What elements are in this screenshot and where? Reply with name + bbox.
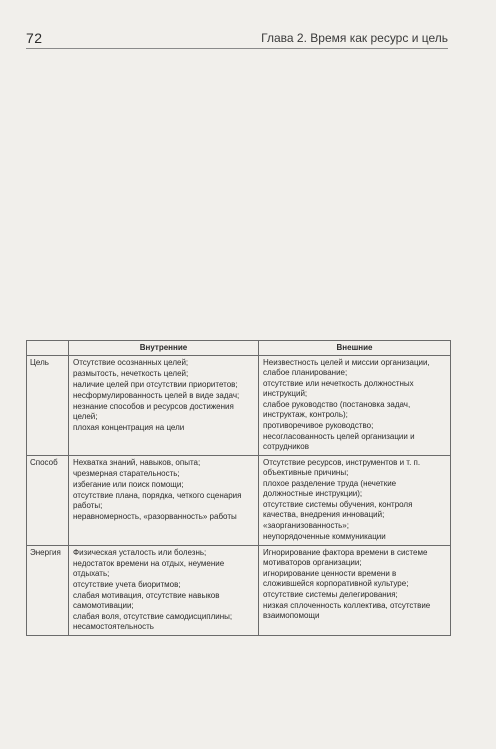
list-item: Нехватка знаний, навыков, опыта; bbox=[73, 458, 201, 467]
list-item: отсутствие системы обучения, контроля качества, внедрения инноваций; bbox=[263, 500, 413, 519]
list-item: игнорирование ценности времени в сложившейся корпоративной культуре; bbox=[263, 569, 409, 588]
list-item: Отсутствие ресурсов, инструментов и т. п. объективные причины; bbox=[263, 458, 421, 477]
table-header-row bbox=[27, 341, 451, 356]
list-item: неравномерность, «разорванность» работы bbox=[73, 512, 237, 521]
list-item: незнание способов и ресурсов достижения целей; bbox=[73, 402, 234, 421]
list-item: несогласованность целей организации и сотрудников bbox=[263, 432, 415, 451]
list-item: «заорганизованность»; bbox=[263, 521, 349, 530]
internal-causes-cell bbox=[69, 456, 259, 546]
list-item: избегание или поиск помощи; bbox=[73, 480, 184, 489]
list-item: отсутствие учета биоритмов; bbox=[73, 580, 181, 589]
header-external: Внешние bbox=[259, 341, 451, 356]
table-row bbox=[27, 546, 451, 636]
internal-causes-cell bbox=[69, 356, 259, 456]
list-item: противоречивое руководство; bbox=[263, 421, 374, 430]
page-number: 72 bbox=[26, 30, 43, 46]
causes-table bbox=[26, 340, 451, 636]
list-item: слабая мотивация, отсутствие навыков самомотивации; bbox=[73, 591, 220, 610]
list-item: размытость, нечеткость целей; bbox=[73, 369, 189, 378]
row-label: Способ bbox=[27, 456, 69, 546]
list-item: Игнорирование фактора времени в системе мотиваторов организации; bbox=[263, 548, 428, 567]
running-head: Глава 2. Время как ресурс и цель bbox=[261, 31, 448, 45]
list-item: отсутствие плана, порядка, четкого сценария работы; bbox=[73, 491, 242, 510]
row-label: Цель bbox=[27, 356, 69, 456]
page-header bbox=[26, 30, 448, 50]
external-causes-cell bbox=[259, 546, 451, 636]
external-causes-cell bbox=[259, 456, 451, 546]
list-item: Физическая усталость или болезнь; bbox=[73, 548, 207, 557]
list-item: несформулированность целей в виде задач; bbox=[73, 391, 240, 400]
list-item: отсутствие или нечеткость должностных инструкций; bbox=[263, 379, 414, 398]
header-internal: Внутренние bbox=[69, 341, 259, 356]
internal-causes-cell bbox=[69, 546, 259, 636]
external-causes-cell bbox=[259, 356, 451, 456]
list-item: чрезмерная старательность; bbox=[73, 469, 180, 478]
row-label: Энергия bbox=[27, 546, 69, 636]
list-item: плохое разделение труда (нечеткие должностные инструкции); bbox=[263, 479, 397, 498]
list-item: Отсутствие осознанных целей; bbox=[73, 358, 189, 367]
list-item: слабая воля, отсутствие самодисциплины; несамостоятельность bbox=[73, 612, 233, 631]
list-item: недостаток времени на отдых, неумение отдыхать; bbox=[73, 559, 225, 578]
table-row bbox=[27, 456, 451, 546]
list-item: Неизвестность целей и миссии организации, слабое планирование; bbox=[263, 358, 430, 377]
table-row bbox=[27, 356, 451, 456]
list-item: неупорядоченные коммуникации bbox=[263, 532, 386, 541]
header-empty bbox=[27, 341, 69, 356]
list-item: наличие целей при отсутствии приоритетов; bbox=[73, 380, 238, 389]
header-rule bbox=[26, 48, 448, 49]
list-item: низкая сплоченность коллектива, отсутствие взаимопомощи bbox=[263, 601, 431, 620]
list-item: отсутствие системы делегирования; bbox=[263, 590, 398, 599]
list-item: слабое руководство (постановка задач, инструктаж, контроль); bbox=[263, 400, 411, 419]
list-item: плохая концентрация на цели bbox=[73, 423, 185, 432]
